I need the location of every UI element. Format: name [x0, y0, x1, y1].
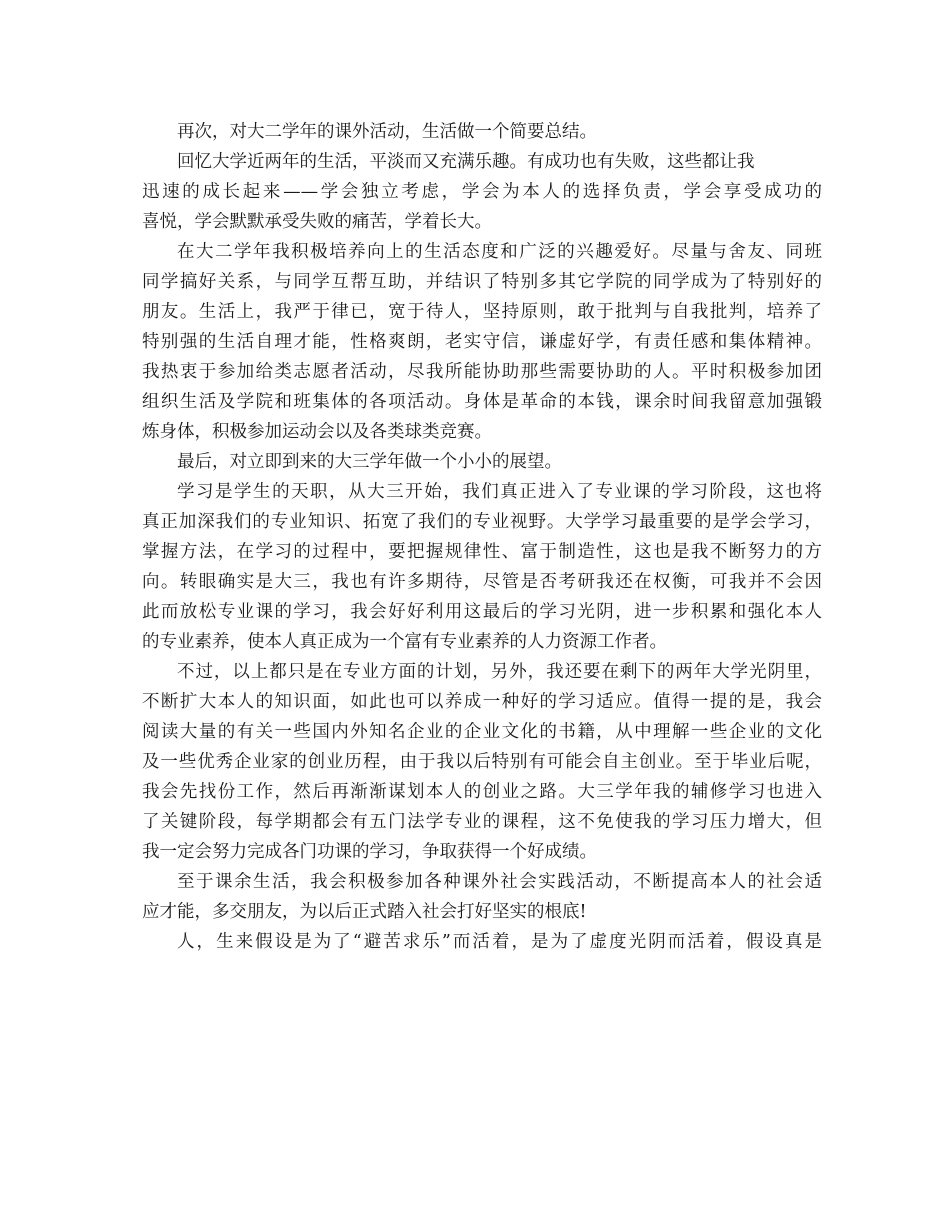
text-line: 回忆大学近两年的生活，平淡而又充满乐趣。有成功也有失败，这些都让我	[177, 152, 755, 172]
text-line: 同学搞好关系，与同学互帮互助，并结识了特别多其它学院的同学成为了特别好的	[142, 272, 822, 292]
paragraph	[142, 867, 822, 927]
paragraph	[142, 927, 822, 957]
text-line: 喜悦，学会默默承受失败的痛苦，学着长大。	[142, 212, 492, 232]
paragraph	[142, 147, 822, 237]
paragraph	[142, 237, 822, 447]
paragraph	[142, 477, 822, 657]
text-line: 迅速的成长起来——学会独立考虑，学会为本人的选择负责，学会享受成功的	[142, 182, 822, 202]
paragraph	[142, 117, 822, 147]
paragraph	[142, 447, 822, 477]
text-line: 及一些优秀企业家的创业历程，由于我以后特别有可能会自主创业。至于毕业后呢，	[142, 752, 822, 772]
text-line: 不断扩大本人的知识面，如此也可以养成一种好的学习适应。值得一提的是，我会	[142, 692, 822, 712]
text-line: 此而放松专业课的学习，我会好好利用这最后的学习光阴，进一步积累和强化本人	[142, 602, 822, 622]
text-line: 再次，对大二学年的课外活动，生活做一个简要总结。	[177, 122, 597, 142]
text-line: 组织生活及学院和班集体的各项活动。身体是革命的本钱，课余时间我留意加强锻	[142, 392, 822, 412]
text-line: 我会先找份工作，然后再渐渐谋划本人的创业之路。大三学年我的辅修学习也进入	[142, 782, 822, 802]
text-line: 至于课余生活，我会积极参加各种课外社会实践活动，不断提高本人的社会适	[177, 872, 822, 892]
text-line: 在大二学年我积极培养向上的生活态度和广泛的兴趣爱好。尽量与舍友、同班	[177, 242, 822, 262]
document-body	[142, 117, 822, 957]
text-line: 阅读大量的有关一些国内外知名企业的企业文化的书籍，从中理解一些企业的文化	[142, 722, 822, 742]
text-line: 掌握方法，在学习的过程中，要把握规律性、富于制造性，这也是我不断努力的方	[142, 542, 822, 562]
paragraph	[142, 657, 822, 867]
text-line: 的专业素养，使本人真正成为一个富有专业素养的人力资源工作者。	[142, 632, 667, 652]
text-line: 了关键阶段，每学期都会有五门法学专业的课程，这不免使我的学习压力增大，但	[142, 812, 822, 832]
text-line: 我一定会努力完成各门功课的学习，争取获得一个好成绩。	[142, 842, 597, 862]
text-line: 炼身体，积极参加运动会以及各类球类竞赛。	[142, 422, 492, 442]
text-line: 我热衷于参加给类志愿者活动，尽我所能协助那些需要协助的人。平时积极参加团	[142, 362, 822, 382]
text-line: 向。转眼确实是大三，我也有许多期待，尽管是否考研我还在权衡，可我并不会因	[142, 572, 822, 592]
text-line: 学习是学生的天职，从大三开始，我们真正进入了专业课的学习阶段，这也将	[177, 482, 822, 502]
text-line: 人，生来假设是为了“避苦求乐”而活着，是为了虚度光阴而活着，假设真是	[177, 932, 822, 952]
text-line: 最后，对立即到来的大三学年做一个小小的展望。	[177, 452, 562, 472]
text-line: 朋友。生活上，我严于律已，宽于待人，坚持原则，敢于批判与自我批判，培养了	[142, 302, 822, 322]
text-line: 真正加深我们的专业知识、拓宽了我们的专业视野。大学学习最重要的是学会学习，	[142, 512, 822, 532]
text-line: 不过，以上都只是在专业方面的计划，另外，我还要在剩下的两年大学光阴里，	[177, 662, 822, 682]
text-line: 应才能，多交朋友，为以后正式踏入社会打好坚实的根底!	[142, 902, 587, 922]
text-line: 特别强的生活自理才能，性格爽朗，老实守信，谦虚好学，有责任感和集体精神。	[142, 332, 822, 352]
